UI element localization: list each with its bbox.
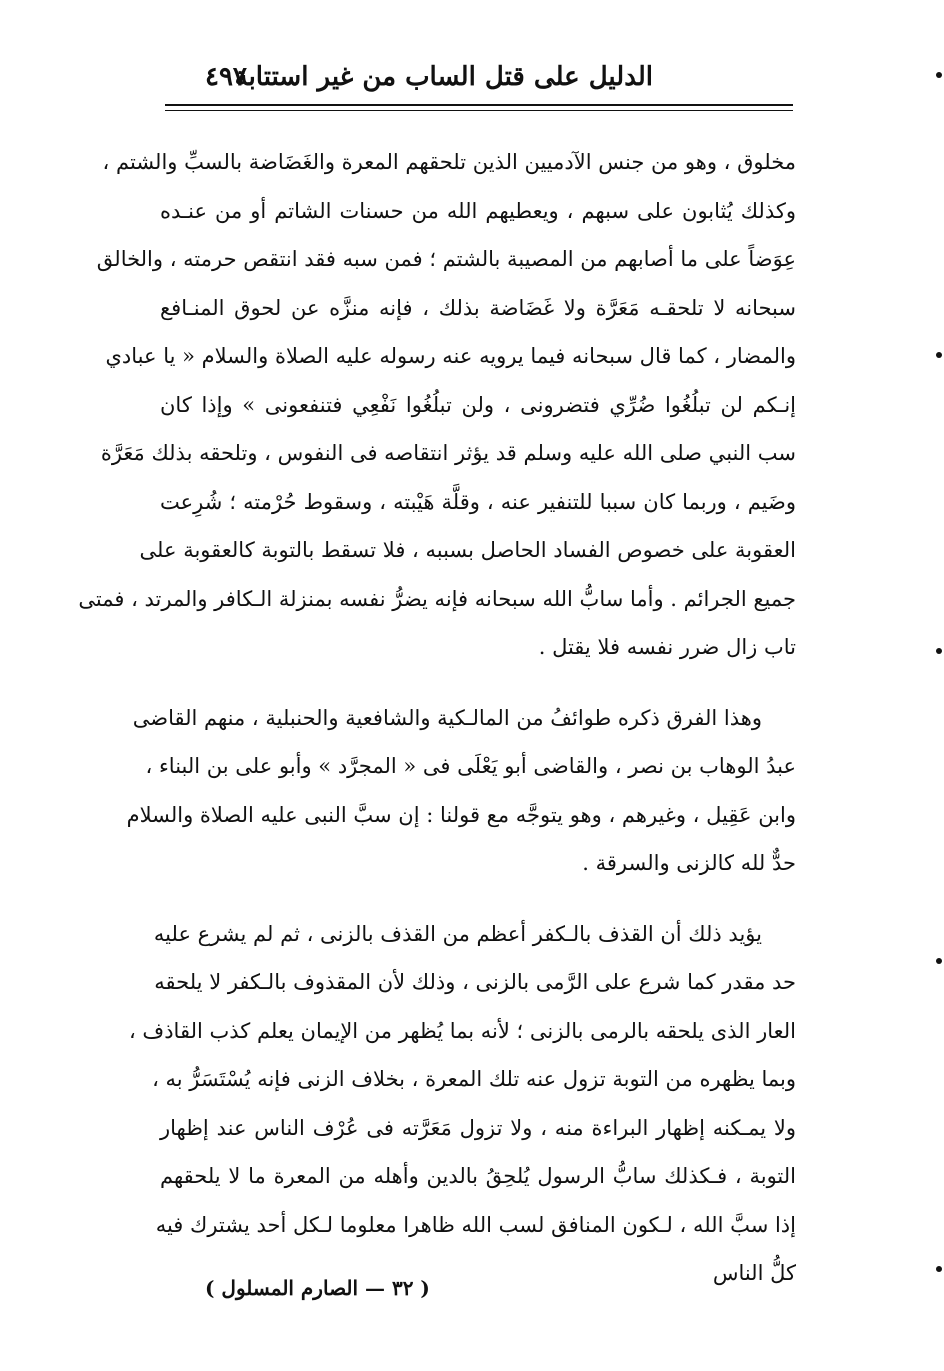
text-line: التوبة ، فـكذلك سابُّ الرسول يُلحِقُ بالدين وأهله من المعرة ما لا يلحقهم xyxy=(160,1164,796,1188)
text-line: والمضار ، كما قال سبحانه فيما يرويه عنه رسوله عليه الصلاة والسلام « يا عبادي xyxy=(105,344,796,368)
text-line: وبما يظهره من التوبة تزول عنه تلك المعرة ، بخلاف الزنى فإنه يُسْتَسَرُّ به ، xyxy=(152,1067,796,1091)
margin-dot xyxy=(936,1266,942,1272)
text-line: إذا سبَّ الله ، لـكون المنافق لسب الله ظاهرا معلوما لـكل أحد يشترك فيه xyxy=(155,1212,796,1237)
text-line: وهذا الفرق ذكره طوائفُ من المالـكية والشافعية والحنبلية ، منهم القاضى xyxy=(132,705,762,730)
text-line: ولا يمـكنه إظهار البراءة منه ، ولا تزول مَعَرَّته فى عُرْف الناس عند إظهار xyxy=(160,1115,796,1140)
text-line: حد مقدر كما شرع على الرَّمى بالزنى ، وذلك لأن المقذوف بالـكفر لا يلحقه xyxy=(154,970,796,994)
text-line: يؤيد ذلك أن القذف بالـكفر أعظم من القذف بالزنى ، ثم لم يشرع عليه xyxy=(153,921,762,946)
paragraph-3 xyxy=(128,910,796,1298)
text-line: مخلوق ، وهو من جنس الآدميين الذين تلحقهم المعرة والغَضَاضة بالسبِّ والشتم ، xyxy=(102,150,796,174)
text-line: عبدُ الوهاب بن نصر ، والقاضى أبو يَعْلَى فى « المجرَّد » وأبو على بن البناء ، xyxy=(145,754,796,778)
paragraph-2 xyxy=(126,694,796,888)
text-line: كلُّ الناس xyxy=(712,1261,796,1285)
body-text xyxy=(78,138,796,1298)
margin-dot xyxy=(936,958,942,964)
margin-dot xyxy=(936,352,942,358)
text-line: العقوبة على خصوص الفساد الحاصل بسببه ، فلا تسقط بالتوبة كالعقوبة على xyxy=(139,538,796,562)
paragraph-1 xyxy=(78,138,796,672)
signature-mark: ( ٣٢ — الصارم المسلول ) xyxy=(205,1276,430,1300)
text-line: جميع الجرائم . وأما سابُّ الله سبحانه فإنه يضرُّ نفسه بمنزلة الـكافر والمرتد ، فمتى xyxy=(78,586,796,611)
text-line: العار الذى يلحقه بالرمى بالزنى ؛ لأنه بما يُظهر من الإيمان يعلم كذب القاذف ، xyxy=(128,1018,796,1043)
text-line: سبحانه لا تلحقـه مَعَرَّة ولا غَضَاضة بذلك ، فإنه منزَّه عن لحوق المنـافع xyxy=(160,295,796,320)
margin-dot xyxy=(936,72,942,78)
margin-dot xyxy=(936,648,942,654)
running-title: الدليل على قتل الساب من غير استتابة xyxy=(234,62,653,92)
page-header xyxy=(165,62,793,102)
header-rule-thin xyxy=(165,110,793,111)
text-line: سب النبي صلى الله عليه وسلم قد يؤثر انتقاصه فى النفوس ، وتلحقه بذلك مَعَرَّة xyxy=(100,441,796,465)
text-line: وابن عَقِيل ، وغيرهم ، وهو يتوجَّه مع قولنا : إن سبَّ النبى عليه الصلاة والسلام xyxy=(126,802,796,827)
header-rule xyxy=(165,104,793,106)
text-line: تاب زال ضرر نفسه فلا يقتل . xyxy=(538,635,796,659)
text-line: حدٌّ لله كالزنى والسرقة . xyxy=(582,851,796,875)
text-line: وضَيم ، وربما كان سببا للتنفير عنه ، وقلَّة هَيْبته ، وسقوط حُرْمته ؛ شُرِعت xyxy=(160,489,796,514)
text-line: إنـكم لن تبلُغُوا ضُرِّي فتضرونى ، ولن تبلُغُوا نَفْعِي فتنفعونى » وإذا كان xyxy=(160,392,796,417)
text-line: وكذلك يُثابون على سبهم ، ويعطيهم الله من حسنات الشاتم أو من عنـده xyxy=(160,198,796,223)
page-number: ٤٩٧ xyxy=(205,62,247,92)
text-line: عِوَضاً على ما أصابهم من المصيبة بالشتم ؛ فمن سبه فقد انتقص حرمته ، والخالق xyxy=(96,247,796,271)
